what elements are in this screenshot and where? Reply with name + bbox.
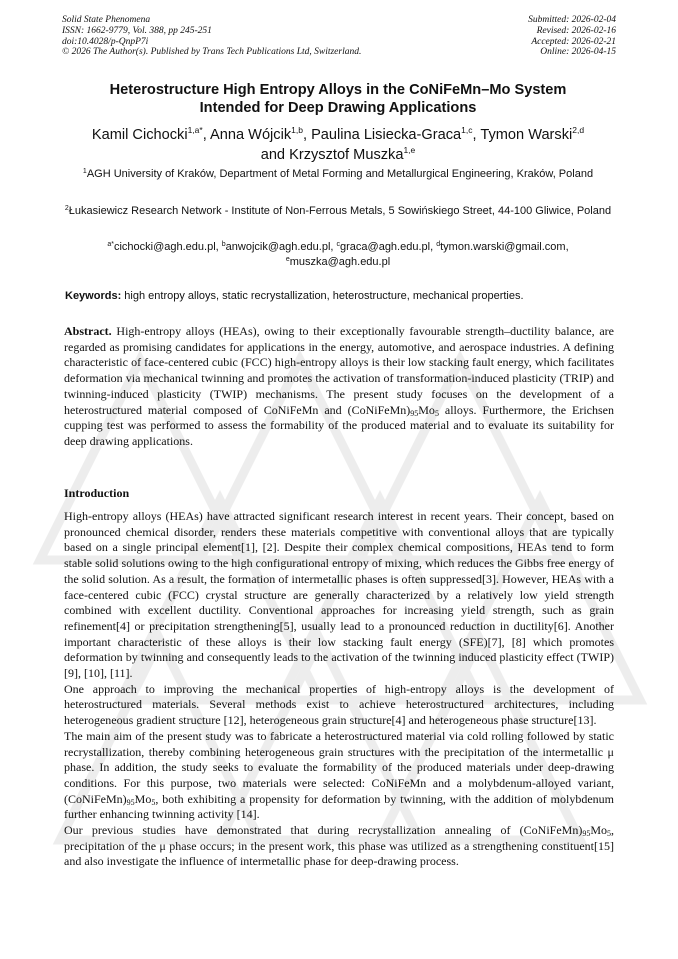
paragraph bbox=[64, 823, 614, 870]
author-name: Anna Wójcik bbox=[210, 127, 292, 143]
introduction-body bbox=[64, 509, 614, 870]
abstract-text: High-entropy alloys (HEAs), owing to their exceptionally favourable strength–ductility balance, are regarded as promising candidates for applications in the energy, automotive, and aerospace industries. A defining characteristic of face-centered cubic (FCC) high-entropy alloys is their low stacking fault energy, which facilitates deformation via mechanical twinning and promotes the activation of transformation-induced plasticity (TRIP) and twinning-induced plasticity (TWIP) mechanisms. The present study focuses on the development of a heterostructured material composed of CoNiFeMn and (CoNiFeMn) bbox=[64, 324, 614, 417]
author-affiliation-mark: 1,c bbox=[461, 125, 473, 135]
author-name: Kamil Cichocki bbox=[91, 127, 188, 143]
journal-name: Solid State Phenomena bbox=[62, 15, 151, 25]
affiliation-1 bbox=[62, 167, 614, 182]
paragraph-text: , both exhibiting a propensity for deformation by twinning, with the addition of molybdenum further enhancing twinning activity [14]. bbox=[64, 791, 614, 822]
paragraph-text: Mo bbox=[134, 791, 152, 806]
online-date: Online: 2026-04-15 bbox=[540, 47, 616, 58]
email[interactable]: cichocki@agh.edu.pl, bbox=[113, 241, 222, 253]
email-mark: a* bbox=[107, 241, 114, 248]
keywords-label: Keywords: bbox=[65, 290, 122, 302]
paragraph: One approach to improving the mechanical properties of high-entropy alloys is the development of heterostructured materials. Several methods exist to achieve heterostructured architectures, including heterogeneous gradient structure [12], heterogeneous grain structure[4] and heterogeneous phase structure[13]. bbox=[64, 681, 614, 728]
subscript: 95 bbox=[126, 797, 135, 807]
email-mark: e bbox=[285, 255, 290, 263]
submitted-date: Submitted: 2026-02-04 bbox=[528, 15, 616, 25]
author-affiliation-mark: 2,d bbox=[572, 125, 585, 135]
accepted-date: Accepted: 2026-02-21 bbox=[531, 36, 616, 47]
email[interactable]: tymon.warski@gmail.com, bbox=[440, 241, 569, 253]
paragraph: High-entropy alloys (HEAs) have attracted significant research interest in recent years. Their concept, based on pronounced chemical disorder, renders these materials competitive with conventional alloys that are typically based on a single principal element[1], [2]. Despite their complex chemical compositions, HEAs tend to form stable solid solutions owing to the high configurational entropy of mixing, which reduces the Gibbs free energy of the solid solution. As a result, the formation of intermetallic phases is often suppressed[3]. However, HEAs with a face-centered cubic (FCC) crystal structure are generally characterized by a relatively low yield strength combined with excellent ductility. Conventional approaches for increasing yield strength, such as grain refinement[4] or precipitation strengthening[5], usually lead to a pronounced reduction in ductility[6]. Another important characteristic of these alloys is their low stacking fault energy (SFE)[7], [8] which promotes deformation by twinning and consequently leads to the activation of the twinning induced plasticity effect (TWIP)[9], [10], [11]. bbox=[64, 509, 614, 681]
author-affiliation-mark: 1,e bbox=[403, 145, 416, 155]
subscript: 5 bbox=[151, 797, 156, 807]
paper-title bbox=[62, 81, 614, 117]
author-affiliation-mark: 1,b bbox=[291, 125, 303, 135]
affiliation-mark: 1 bbox=[82, 168, 87, 175]
abstract-text: Mo bbox=[418, 402, 435, 417]
keywords bbox=[65, 289, 615, 303]
affiliation-mark: 2 bbox=[64, 205, 69, 212]
abstract bbox=[64, 324, 614, 450]
paragraph-text: , precipitation of the μ phase occurs; in the present work, this phase was utilized as a strengthening constituent[15] and also investigate the influence of intermetallic phase for deep-drawing process. bbox=[64, 823, 614, 869]
title-line-1: Heterostructure High Entropy Alloys in the CoNiFeMn–Mo System bbox=[109, 82, 567, 98]
journal-info bbox=[62, 15, 361, 58]
abstract-label: Abstract. bbox=[64, 324, 112, 338]
email-mark: c bbox=[336, 241, 341, 248]
paragraph-text: The main aim of the present study was to fabricate a heterostructured material via cold rolling followed by static recrystallization, thereby combining heterogeneous grain structures with the precipitation of the intermetallic μ phase. In addition, the study seeks to evaluate the formability of the produced materials under deep-drawing conditions. For this purpose, two materials were selected: CoNiFeMn and a molybdenum-alloyed variant, (CoNiFeMn) bbox=[64, 728, 614, 806]
paragraph-text: Mo bbox=[590, 823, 607, 838]
author-separator: , bbox=[302, 127, 312, 143]
email-mark: d bbox=[436, 241, 441, 248]
keywords-text: high entropy alloys, static recrystallization, heterostructure, mechanical properties. bbox=[121, 290, 524, 302]
revised-date: Revised: 2026-02-16 bbox=[536, 25, 616, 36]
subscript: 95 bbox=[410, 408, 419, 418]
author-name: Paulina Lisiecka-Graca bbox=[311, 127, 462, 143]
author-name: Tymon Warski bbox=[480, 127, 573, 143]
email[interactable]: anwojcik@agh.edu.pl, bbox=[225, 241, 337, 253]
affiliation-text: Łukasiewicz Research Network - Institute of Non-Ferrous Metals, 5 Sowińskiego Street, 44-100 Gliwice, Poland bbox=[68, 205, 612, 217]
subscript: 5 bbox=[434, 408, 439, 418]
email[interactable]: muszka@agh.edu.pl bbox=[289, 255, 391, 268]
paragraph bbox=[64, 729, 614, 823]
author-separator: , bbox=[472, 127, 481, 143]
title-line-2: Intended for Deep Drawing Applications bbox=[199, 100, 477, 116]
paragraph-text: Our previous studies have demonstrated that during recrystallization annealing of (CoNiFeMn) bbox=[64, 823, 583, 838]
author-emails bbox=[62, 240, 614, 269]
affiliation-text: AGH University of Kraków, Department of Metal Forming and Metallurgical Engineering, Kraków, Poland bbox=[86, 168, 594, 180]
issn: ISSN: 1662-9779, Vol. 388, pp 245-251 bbox=[62, 25, 212, 36]
author-separator: , bbox=[202, 127, 211, 143]
abstract-text: alloys. Furthermore, the Erichsen cupping test was performed to assess the formability of the produced material and to evaluate its suitability for deep drawing applications. bbox=[64, 402, 615, 448]
author-list bbox=[62, 125, 614, 165]
subscript: 5 bbox=[607, 829, 611, 839]
copyright: © 2026 The Author(s). Published by Trans Tech Publications Ltd, Switzerland. bbox=[62, 47, 362, 58]
author-affiliation-mark: 1,a* bbox=[187, 125, 203, 135]
subscript: 95 bbox=[582, 829, 591, 839]
introduction-heading: Introduction bbox=[64, 486, 130, 500]
publication-dates bbox=[528, 15, 616, 58]
author-name: and Krzysztof Muszka bbox=[260, 147, 404, 163]
affiliation-2 bbox=[62, 204, 614, 219]
email[interactable]: graca@agh.edu.pl, bbox=[340, 241, 437, 253]
email-mark: b bbox=[221, 241, 226, 248]
doi: doi:10.4028/p-QnpP7i bbox=[62, 36, 149, 47]
